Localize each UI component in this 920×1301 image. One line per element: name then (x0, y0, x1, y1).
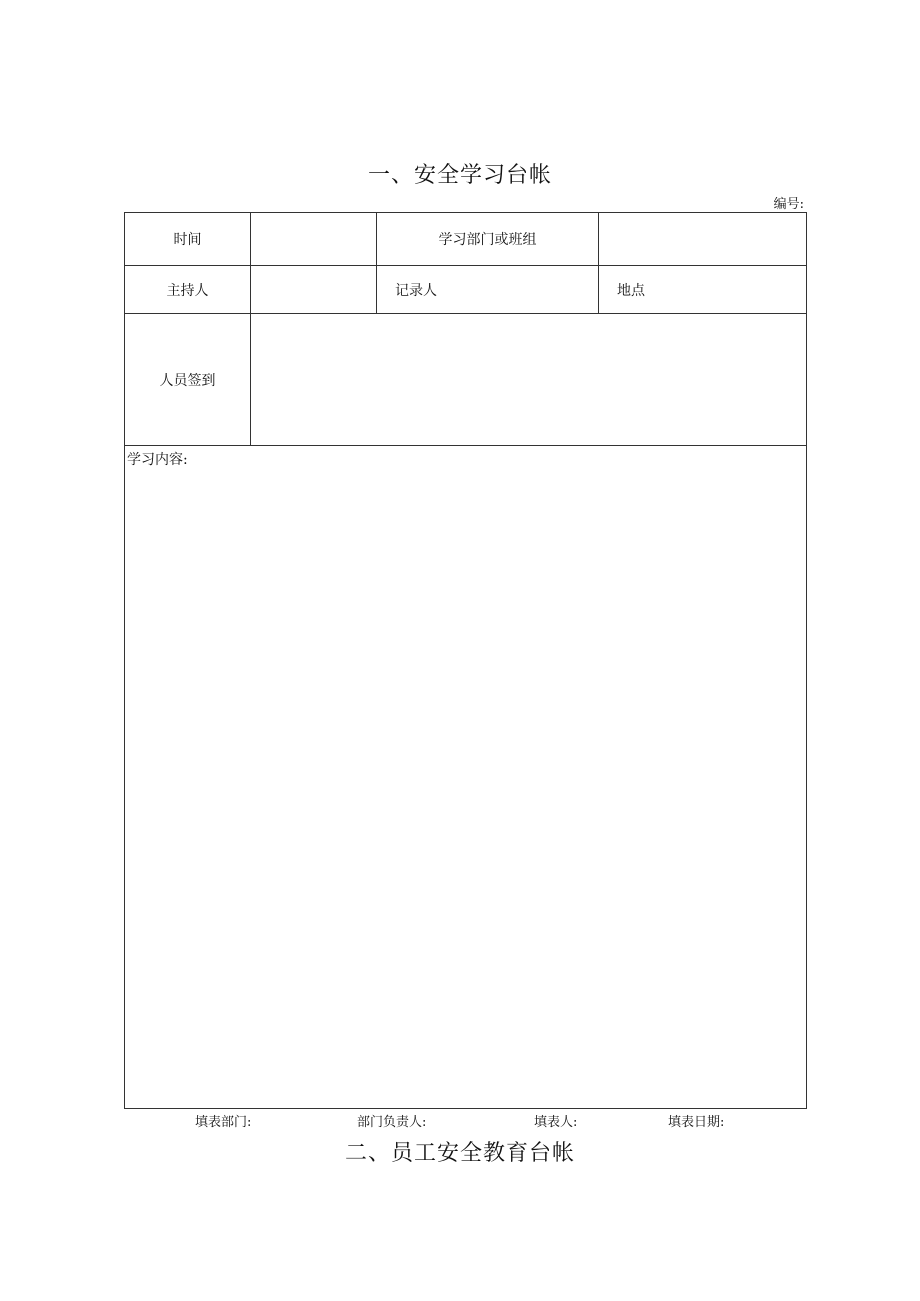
dept-value-field[interactable] (599, 213, 806, 266)
time-label-cell (125, 213, 251, 266)
recorder-cell[interactable] (377, 266, 599, 314)
page-title: 一、安全学习台帐 (367, 163, 552, 188)
signin-label-cell (125, 314, 251, 446)
location-label: 地点 (617, 282, 645, 299)
fill-dept-label: 填表部门: (195, 1115, 252, 1130)
host-value-field[interactable] (251, 266, 377, 314)
host-label-cell (125, 266, 251, 314)
signin-label: 人员签到 (159, 372, 216, 389)
content-label: 学习内容: (127, 452, 188, 468)
recorder-label: 记录人 (395, 282, 437, 299)
time-value-field[interactable] (251, 213, 377, 266)
number-label: 编号: (773, 197, 804, 212)
location-cell[interactable] (599, 266, 806, 314)
fill-date-label: 填表日期: (668, 1115, 725, 1130)
signin-area[interactable] (251, 314, 806, 446)
time-label: 时间 (173, 232, 202, 248)
next-section-title: 二、员工安全教育台帐 (344, 1141, 575, 1166)
host-label: 主持人 (166, 282, 209, 299)
safety-study-ledger-table (124, 212, 807, 1109)
dept-label-cell (377, 213, 599, 266)
dept-head-label: 部门负责人: (357, 1115, 427, 1130)
dept-label: 学习部门或班组 (438, 232, 537, 248)
filler-label: 填表人: (534, 1115, 578, 1130)
